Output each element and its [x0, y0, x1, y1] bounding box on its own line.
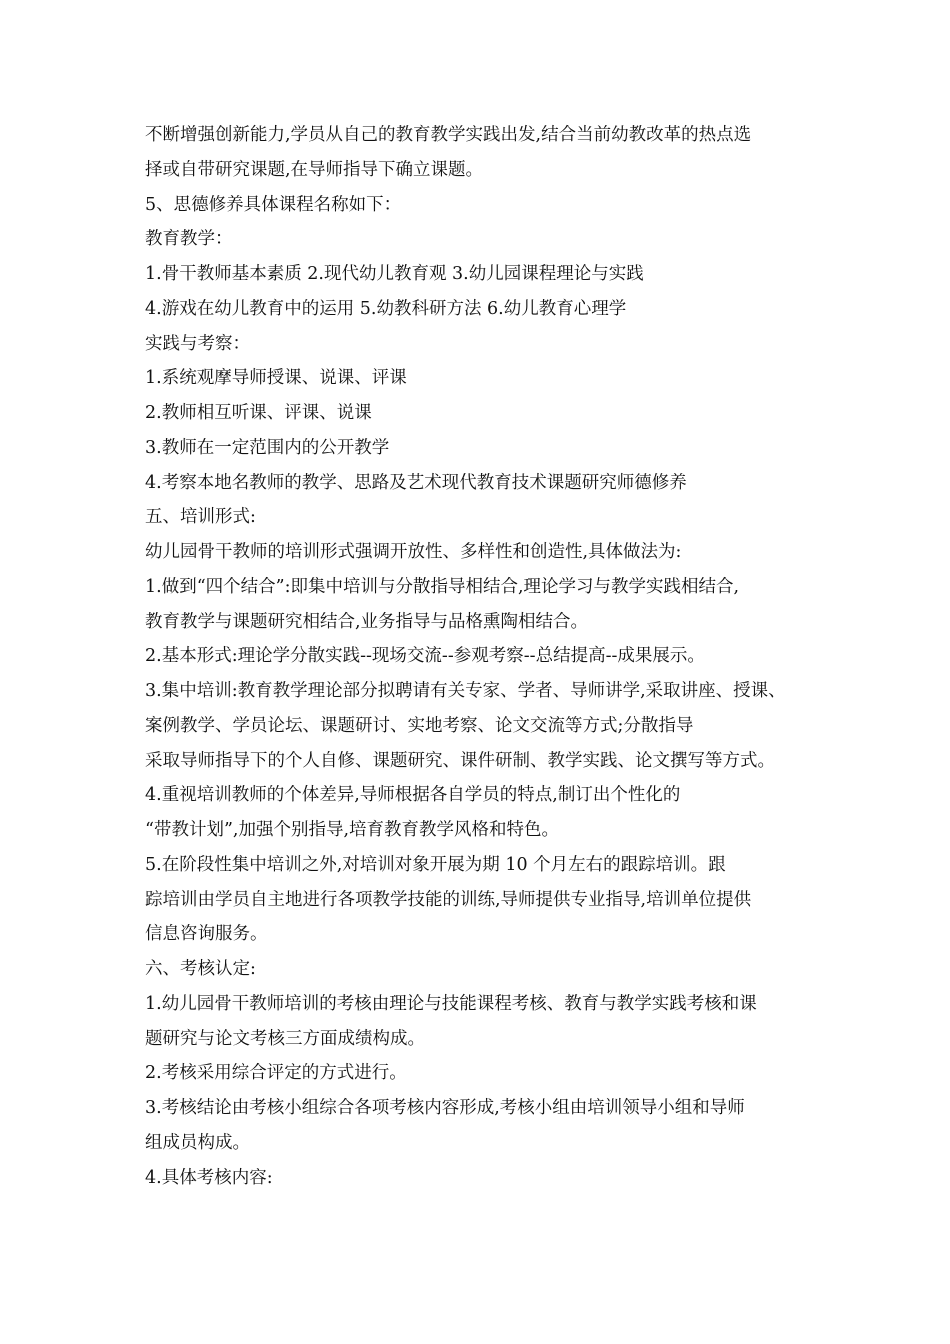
list-item: 5.在阶段性集中培训之外,对培训对象开展为期 10 个月左右的跟踪培训。跟 — [145, 854, 726, 875]
text-line: 信息咨询服务。 — [145, 924, 268, 945]
text-line: 幼儿园骨干教师的培训形式强调开放性、多样性和创造性,具体做法为: — [145, 542, 682, 562]
list-item: 1.做到“四个结合”:即集中培训与分散指导相结合,理论学习与教学实践相结合, — [145, 576, 740, 597]
text-line: 不断增强创新能力,学员从自己的教育教学实践出发,结合当前幼教改革的热点选 — [145, 125, 752, 145]
list-item: 3.教师在一定范围内的公开教学 — [145, 437, 390, 458]
list-item: 1.幼儿园骨干教师培训的考核由理论与技能课程考核、教育与教学实践考核和课 — [145, 993, 757, 1014]
list-item: 2.教师相互听课、评课、说课 — [145, 403, 372, 423]
list-item: 4.重视培训教师的个体差异,导师根据各自学员的特点,制订出个性化的 — [145, 785, 681, 806]
text-line: 择或自带研究课题,在导师指导下确立课题。 — [145, 159, 484, 180]
subheading: 教育教学： — [145, 229, 233, 250]
course-list-line: 4.游戏在幼儿教育中的运用 5.幼教科研方法 6.幼儿教育心理学 — [145, 298, 627, 319]
text-line: 题研究与论文考核三方面成绩构成。 — [145, 1028, 425, 1049]
list-item: 3.集中培训:教育教学理论部分拟聘请有关专家、学者、导师讲学,采取讲座、授课、 — [145, 681, 786, 701]
text-line: 组成员构成。 — [145, 1132, 250, 1153]
list-item: 4.考察本地名教师的教学、思路及艺术现代教育技术课题研究师德修养 — [145, 472, 687, 493]
text-line: 踪培训由学员自主地进行各项教学技能的训练,导师提供专业指导,培训单位提供 — [145, 889, 752, 910]
list-item: 2.基本形式:理论学分散实践--现场交流--参观考察--总结提高--成果展示。 — [145, 646, 705, 667]
section-heading: 六、考核认定: — [145, 959, 256, 979]
list-item: 1.系统观摩导师授课、说课、评课 — [145, 368, 407, 389]
list-item: 3.考核结论由考核小组综合各项考核内容形成,考核小组由培训领导小组和导师 — [145, 1098, 745, 1118]
document-body — [145, 118, 835, 1195]
text-line: 采取导师指导下的个人自修、课题研究、课件研制、教学实践、论文撰写等方式。 — [145, 750, 775, 771]
subheading: 实践与考察： — [145, 333, 250, 354]
section-heading: 五、培训形式: — [145, 507, 256, 528]
text-line: 教育教学与课题研究相结合,业务指导与品格熏陶相结合。 — [145, 611, 589, 632]
section-heading: 5、思德修养具体课程名称如下： — [145, 194, 402, 215]
list-item: 4.具体考核内容: — [145, 1167, 273, 1188]
text-line: “带教计划”,加强个别指导,培育教育教学风格和特色。 — [145, 820, 560, 840]
list-item: 2.考核采用综合评定的方式进行。 — [145, 1063, 407, 1084]
text-line: 案例教学、学员论坛、课题研讨、实地考察、论文交流等方式;分散指导 — [145, 715, 694, 736]
course-list-line: 1.骨干教师基本素质 2.现代幼儿教育观 3.幼儿园课程理论与实践 — [145, 264, 644, 284]
